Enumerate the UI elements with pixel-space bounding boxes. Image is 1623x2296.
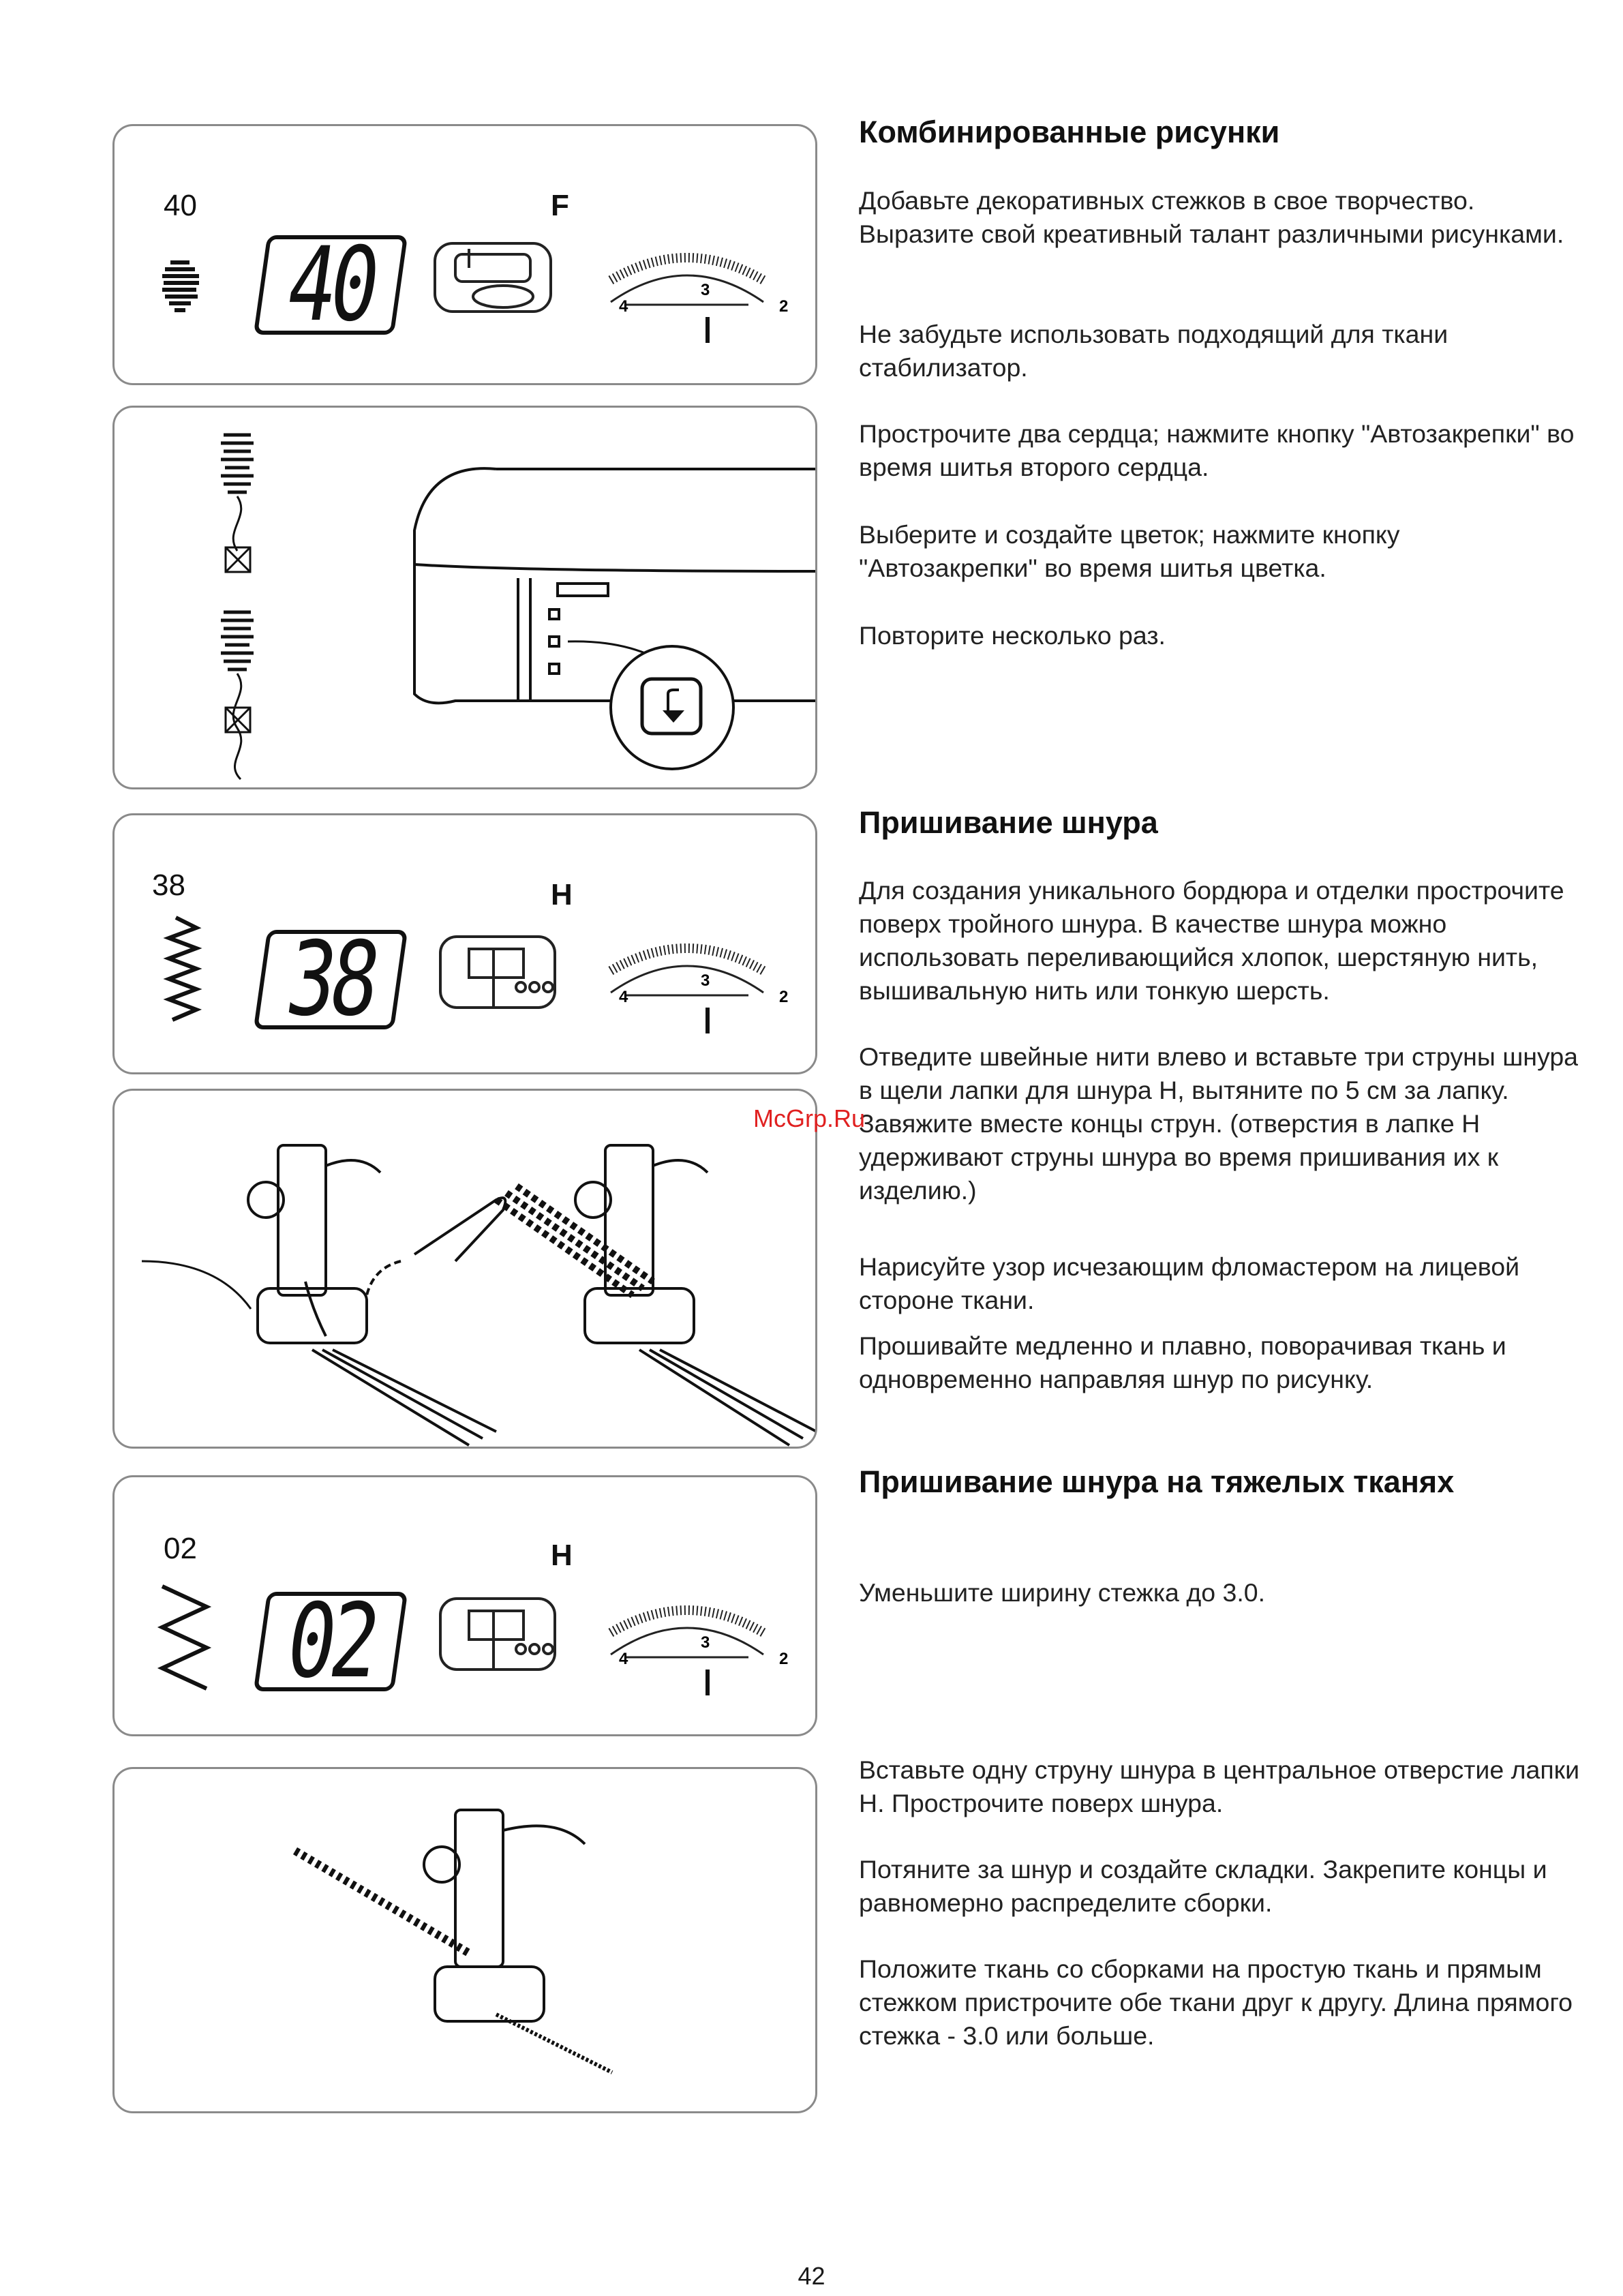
paragraph: Вставьте одну струну шнура в центральное отверстие лапки H. Прострочите поверх шнура.	[859, 1755, 1580, 1817]
paragraph: Повторите несколько раз.	[859, 621, 1166, 650]
single-cord-panel	[112, 1767, 817, 2113]
cording-illustration	[115, 1091, 817, 1449]
paragraph: Потяните за шнур и создайте складки. Закрепите концы и равномерно распределите сборки.	[859, 1855, 1547, 1917]
section-heading: Комбинированные рисунки	[859, 115, 1280, 149]
dial-label: 4	[619, 988, 628, 1006]
dial-label: 4	[619, 1650, 628, 1668]
paragraph: Прошивайте медленно и плавно, поворачивая ткань и одновременно направляя шнур по рисунку.	[859, 1331, 1506, 1393]
paragraph: Отведите швейные нити влево и вставьте три струны шнура в щели лапки для шнура H, вытяните по 5 см за лапку. Завяжите вместе концы струн. (отверстия в лапке H удерживают струны шнура во время пришивания их к изделию.)	[859, 1042, 1579, 1205]
autolock-button-icon	[611, 646, 733, 769]
paragraph: Для создания уникального бордюра и отделки прострочите поверх тройного шнура. В качестве шнура можно использовать переливающийся хлопок, шерстяную нить, вышивальную нить или тонкую шерсть.	[859, 876, 1564, 1005]
page-number: 42	[798, 2262, 825, 2290]
paragraph: Положите ткань со сборками на простую ткань и прямым стежком пристрочите обе ткани друг к другу. Длина прямого стежка - 3.0 или больше.	[859, 1954, 1573, 2050]
single-cord-illustration	[115, 1769, 817, 2113]
triple-zigzag-stitch-icon	[169, 918, 196, 1020]
pattern-38-panel	[112, 813, 817, 1074]
paragraph: Уменьшите ширину стежка до 3.0.	[859, 1578, 1266, 1607]
stitch-width-dial	[611, 1610, 788, 1695]
presser-foot-left	[248, 1145, 505, 1445]
gathered-cord	[295, 1851, 469, 1953]
pattern-number: 40	[164, 189, 197, 222]
dial-label: 2	[779, 1650, 789, 1668]
presser-foot-letter: H	[551, 1539, 573, 1572]
autolock-marker-icon	[226, 547, 250, 732]
pattern-number: 38	[152, 868, 185, 902]
presser-foot-letter: H	[551, 878, 573, 911]
presser-foot-center	[424, 1810, 585, 2021]
satin-stitch-icon	[162, 262, 199, 310]
section-heading: Пришивание шнура на тяжелых тканях	[859, 1464, 1455, 1499]
dial-label: 3	[701, 1633, 710, 1652]
machine-autolock-illustration	[115, 408, 817, 789]
pattern-40-panel	[112, 124, 817, 385]
dial-label: 4	[619, 297, 628, 316]
pattern-02-illustration	[115, 1477, 817, 1736]
paragraph: Выберите и создайте цветок; нажмите кнопку "Автозакрепки" во время шитья цветка.	[859, 520, 1400, 582]
presser-foot-right	[575, 1145, 817, 1445]
pattern-number: 02	[164, 1532, 197, 1565]
zigzag-stitch-icon	[162, 1586, 207, 1689]
lcd-display: 38	[254, 930, 408, 1029]
presser-foot-h-icon	[440, 937, 555, 1008]
paragraph: Нарисуйте узор исчезающим фломастером на лицевой стороне ткани.	[859, 1252, 1520, 1314]
paragraph: Добавьте декоративных стежков в свое творчество. Выразите свой креативный талант различными рисунками.	[859, 186, 1564, 248]
section-heading: Пришивание шнура	[859, 805, 1158, 840]
pattern-40-illustration	[115, 126, 817, 385]
cording-steps-panel	[112, 1089, 817, 1449]
dial-label: 2	[779, 988, 789, 1006]
lcd-display: 02	[254, 1592, 408, 1691]
stitch-width-dial	[611, 948, 788, 1033]
stitch-width-dial	[611, 258, 788, 343]
presser-foot-h-icon	[440, 1599, 555, 1670]
dial-label: 3	[701, 281, 710, 299]
lcd-display: 40	[254, 235, 408, 335]
combined-pattern-panel	[112, 406, 817, 789]
paragraph: Прострочите два сердца; нажмите кнопку "Автозакрепки" во время шитья второго сердца.	[859, 419, 1575, 481]
paragraph: Не забудьте использовать подходящий для ткани стабилизатор.	[859, 320, 1448, 382]
sewing-machine-head	[414, 468, 817, 703]
pattern-38-illustration	[115, 815, 817, 1074]
cord-line	[496, 2014, 612, 2072]
pattern-02-panel	[112, 1475, 817, 1736]
presser-foot-f-icon	[435, 243, 551, 312]
dial-label: 2	[779, 297, 789, 316]
dial-label: 3	[701, 971, 710, 990]
watermark: McGrp.Ru	[753, 1104, 866, 1132]
presser-foot-letter: F	[551, 189, 569, 222]
